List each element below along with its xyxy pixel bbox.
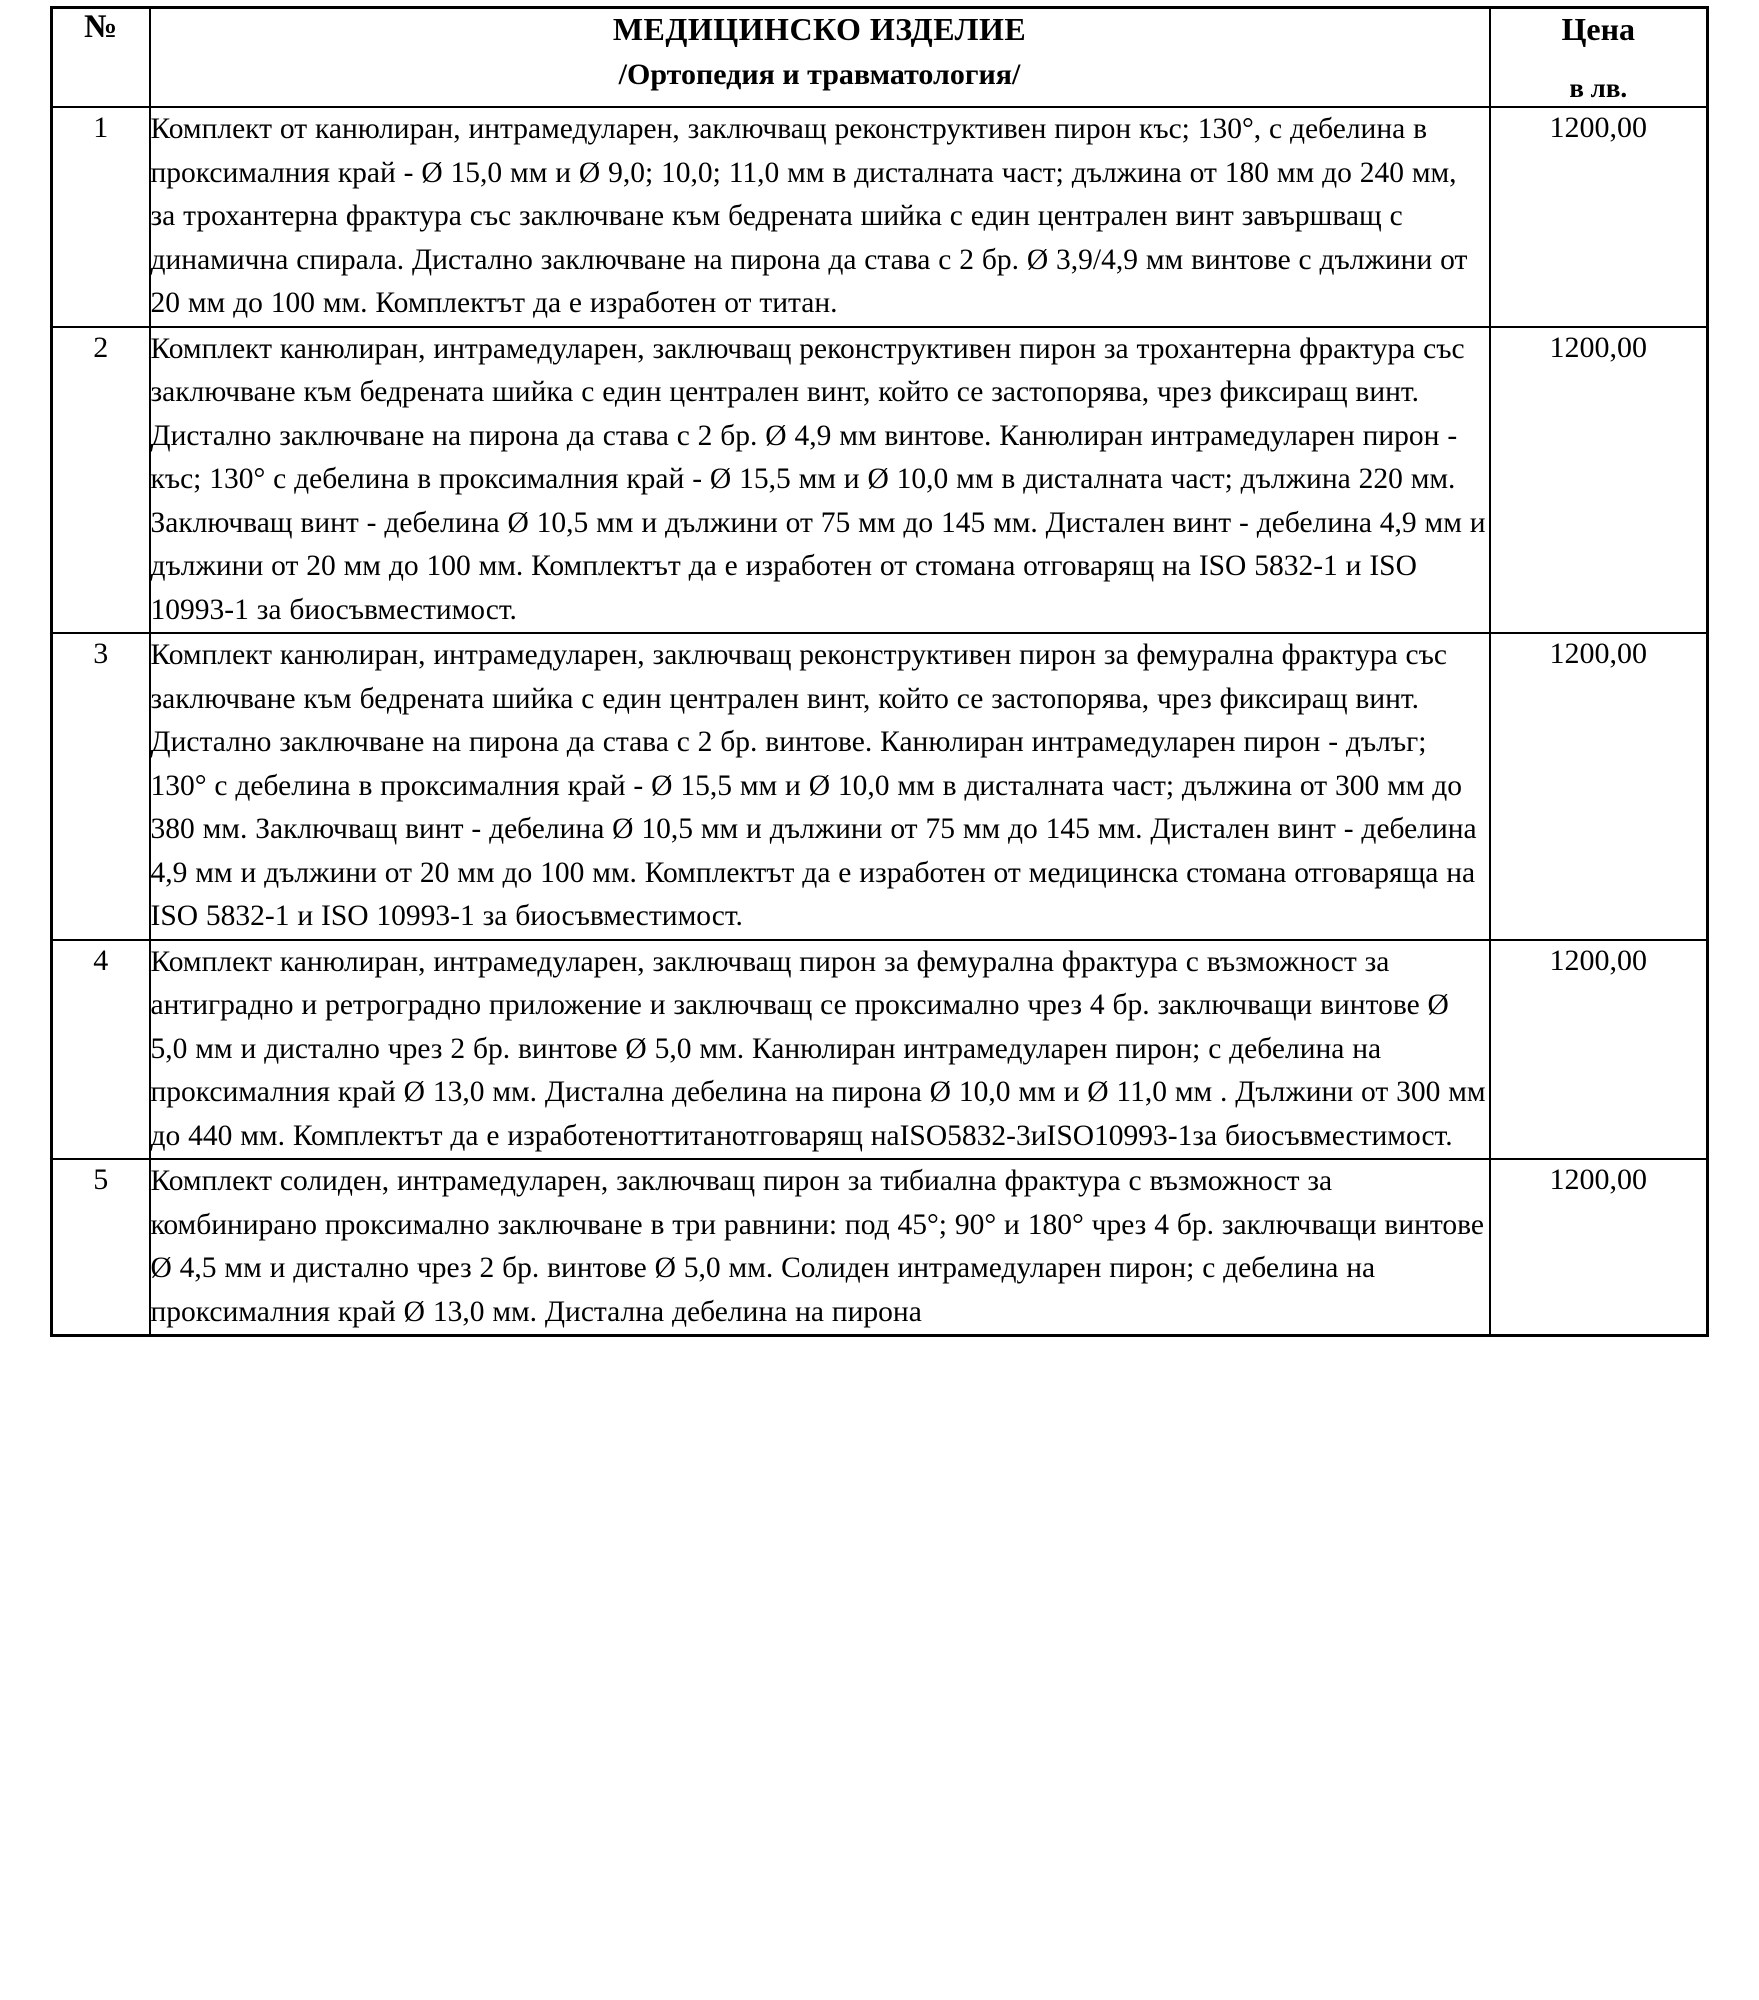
row-description: Комплект канюлиран, интрамедуларен, заключващ пирон за фемурална фрактура с възможност за антиградно и ретроградно приложение и заключващ се проксимално чрез 4 бр. заключващи винтове Ø 5,0 мм и дистално чрез 2 бр. винтове Ø 5,0 мм. Канюлиран интрамедуларен пирон; с дебелина на проксималния край Ø 13,0 мм. Дистална дебелина на пирона Ø 10,0 мм и Ø 11,0 мм . Дължини от 300 мм до 440 мм. Комплектът да е изработеноттитанотговарящ наISO5832-3иISO10993-1за биосъвместимост. — [150, 940, 1490, 1160]
row-number: 2 — [52, 327, 150, 634]
row-description: Комплект от канюлиран, интрамедуларен, заключващ реконструктивен пирон къс; 130°, с дебелина в проксималния край - Ø 15,0 мм и Ø 9,0; 10,0; 11,0 мм в дисталната част; дължина от 180 мм до 240 мм, за трохантерна фрактура със заключване към бедрената шийка с един централен винт завършващ с динамична спирала. Дистално заключване на пирона да става с 2 бр. Ø 3,9/4,9 мм винтове с дължини от 20 мм до 100 мм. Комплектът да е изработен от титан. — [150, 107, 1490, 327]
row-price: 1200,00 — [1490, 1159, 1708, 1336]
column-header-product-subtitle: /Ортопедия и травматология/ — [618, 57, 1021, 91]
row-number: 3 — [52, 633, 150, 940]
column-header-price — [1490, 8, 1708, 108]
table-row — [52, 1159, 1708, 1336]
table-header-row — [52, 8, 1708, 108]
column-header-price-unit: в лв. — [1569, 73, 1628, 103]
medical-devices-price-table — [50, 6, 1709, 1337]
row-number: 5 — [52, 1159, 150, 1336]
table-row — [52, 107, 1708, 327]
row-description: Комплект канюлиран, интрамедуларен, заключващ реконструктивен пирон за трохантерна фрактура със заключване към бедрената шийка с един централен винт, който се застопорява, чрез фиксиращ винт. Дистално заключване на пирона да става с 2 бр. Ø 4,9 мм винтове. Канюлиран интрамедуларен пирон - къс; 130° с дебелина в проксималния край - Ø 15,5 мм и Ø 10,0 мм в дисталната част; дължина 220 мм. Заключващ винт - дебелина Ø 10,5 мм и дължини от 75 мм до 145 мм. Дистален винт - дебелина 4,9 мм и дължини от 20 мм до 100 мм. Комплектът да е изработен от стомана отговарящ на ISO 5832-1 и ISO 10993-1 за биосъвместимост. — [150, 327, 1490, 634]
table-body — [52, 107, 1708, 1336]
row-description: Комплект солиден, интрамедуларен, заключващ пирон за тибиална фрактура с възможност за комбинирано проксимално заключване в три равнини: под 45°; 90° и 180° чрез 4 бр. заключващи винтове Ø 4,5 мм и дистално чрез 2 бр. винтове Ø 5,0 мм. Солиден интрамедуларен пирон; с дебелина на проксималния край Ø 13,0 мм. Дистална дебелина на пирона — [150, 1159, 1490, 1336]
column-header-product-title: МЕДИЦИНСКО ИЗДЕЛИЕ — [612, 11, 1027, 47]
table-row — [52, 940, 1708, 1160]
row-price: 1200,00 — [1490, 107, 1708, 327]
table-row — [52, 327, 1708, 634]
row-number: 4 — [52, 940, 150, 1160]
table-row — [52, 633, 1708, 940]
row-number: 1 — [52, 107, 150, 327]
row-description: Комплект канюлиран, интрамедуларен, заключващ реконструктивен пирон за фемурална фрактура със заключване към бедрената шийка с един централен винт, който се застопорява, чрез фиксиращ винт. Дистално заключване на пирона да става с 2 бр. винтове. Канюлиран интрамедуларен пирон - дълъг; 130° с дебелина в проксималния край - Ø 15,5 мм и Ø 10,0 мм в дисталната част; дължина от 300 мм до 380 мм. Заключващ винт - дебелина Ø 10,5 мм и дължини от 75 мм до 145 мм. Дистален винт - дебелина 4,9 мм и дължини от 20 мм до 100 мм. Комплектът да е изработен от медицинска стомана отговаряща на ISO 5832-1 и ISO 10993-1 за биосъвместимост. — [150, 633, 1490, 940]
row-price: 1200,00 — [1490, 327, 1708, 634]
table-header — [52, 8, 1708, 108]
column-header-product — [150, 8, 1490, 108]
column-header-number: № — [52, 8, 150, 108]
row-price: 1200,00 — [1490, 940, 1708, 1160]
row-price: 1200,00 — [1490, 633, 1708, 940]
column-header-price-label: Цена — [1561, 11, 1636, 47]
